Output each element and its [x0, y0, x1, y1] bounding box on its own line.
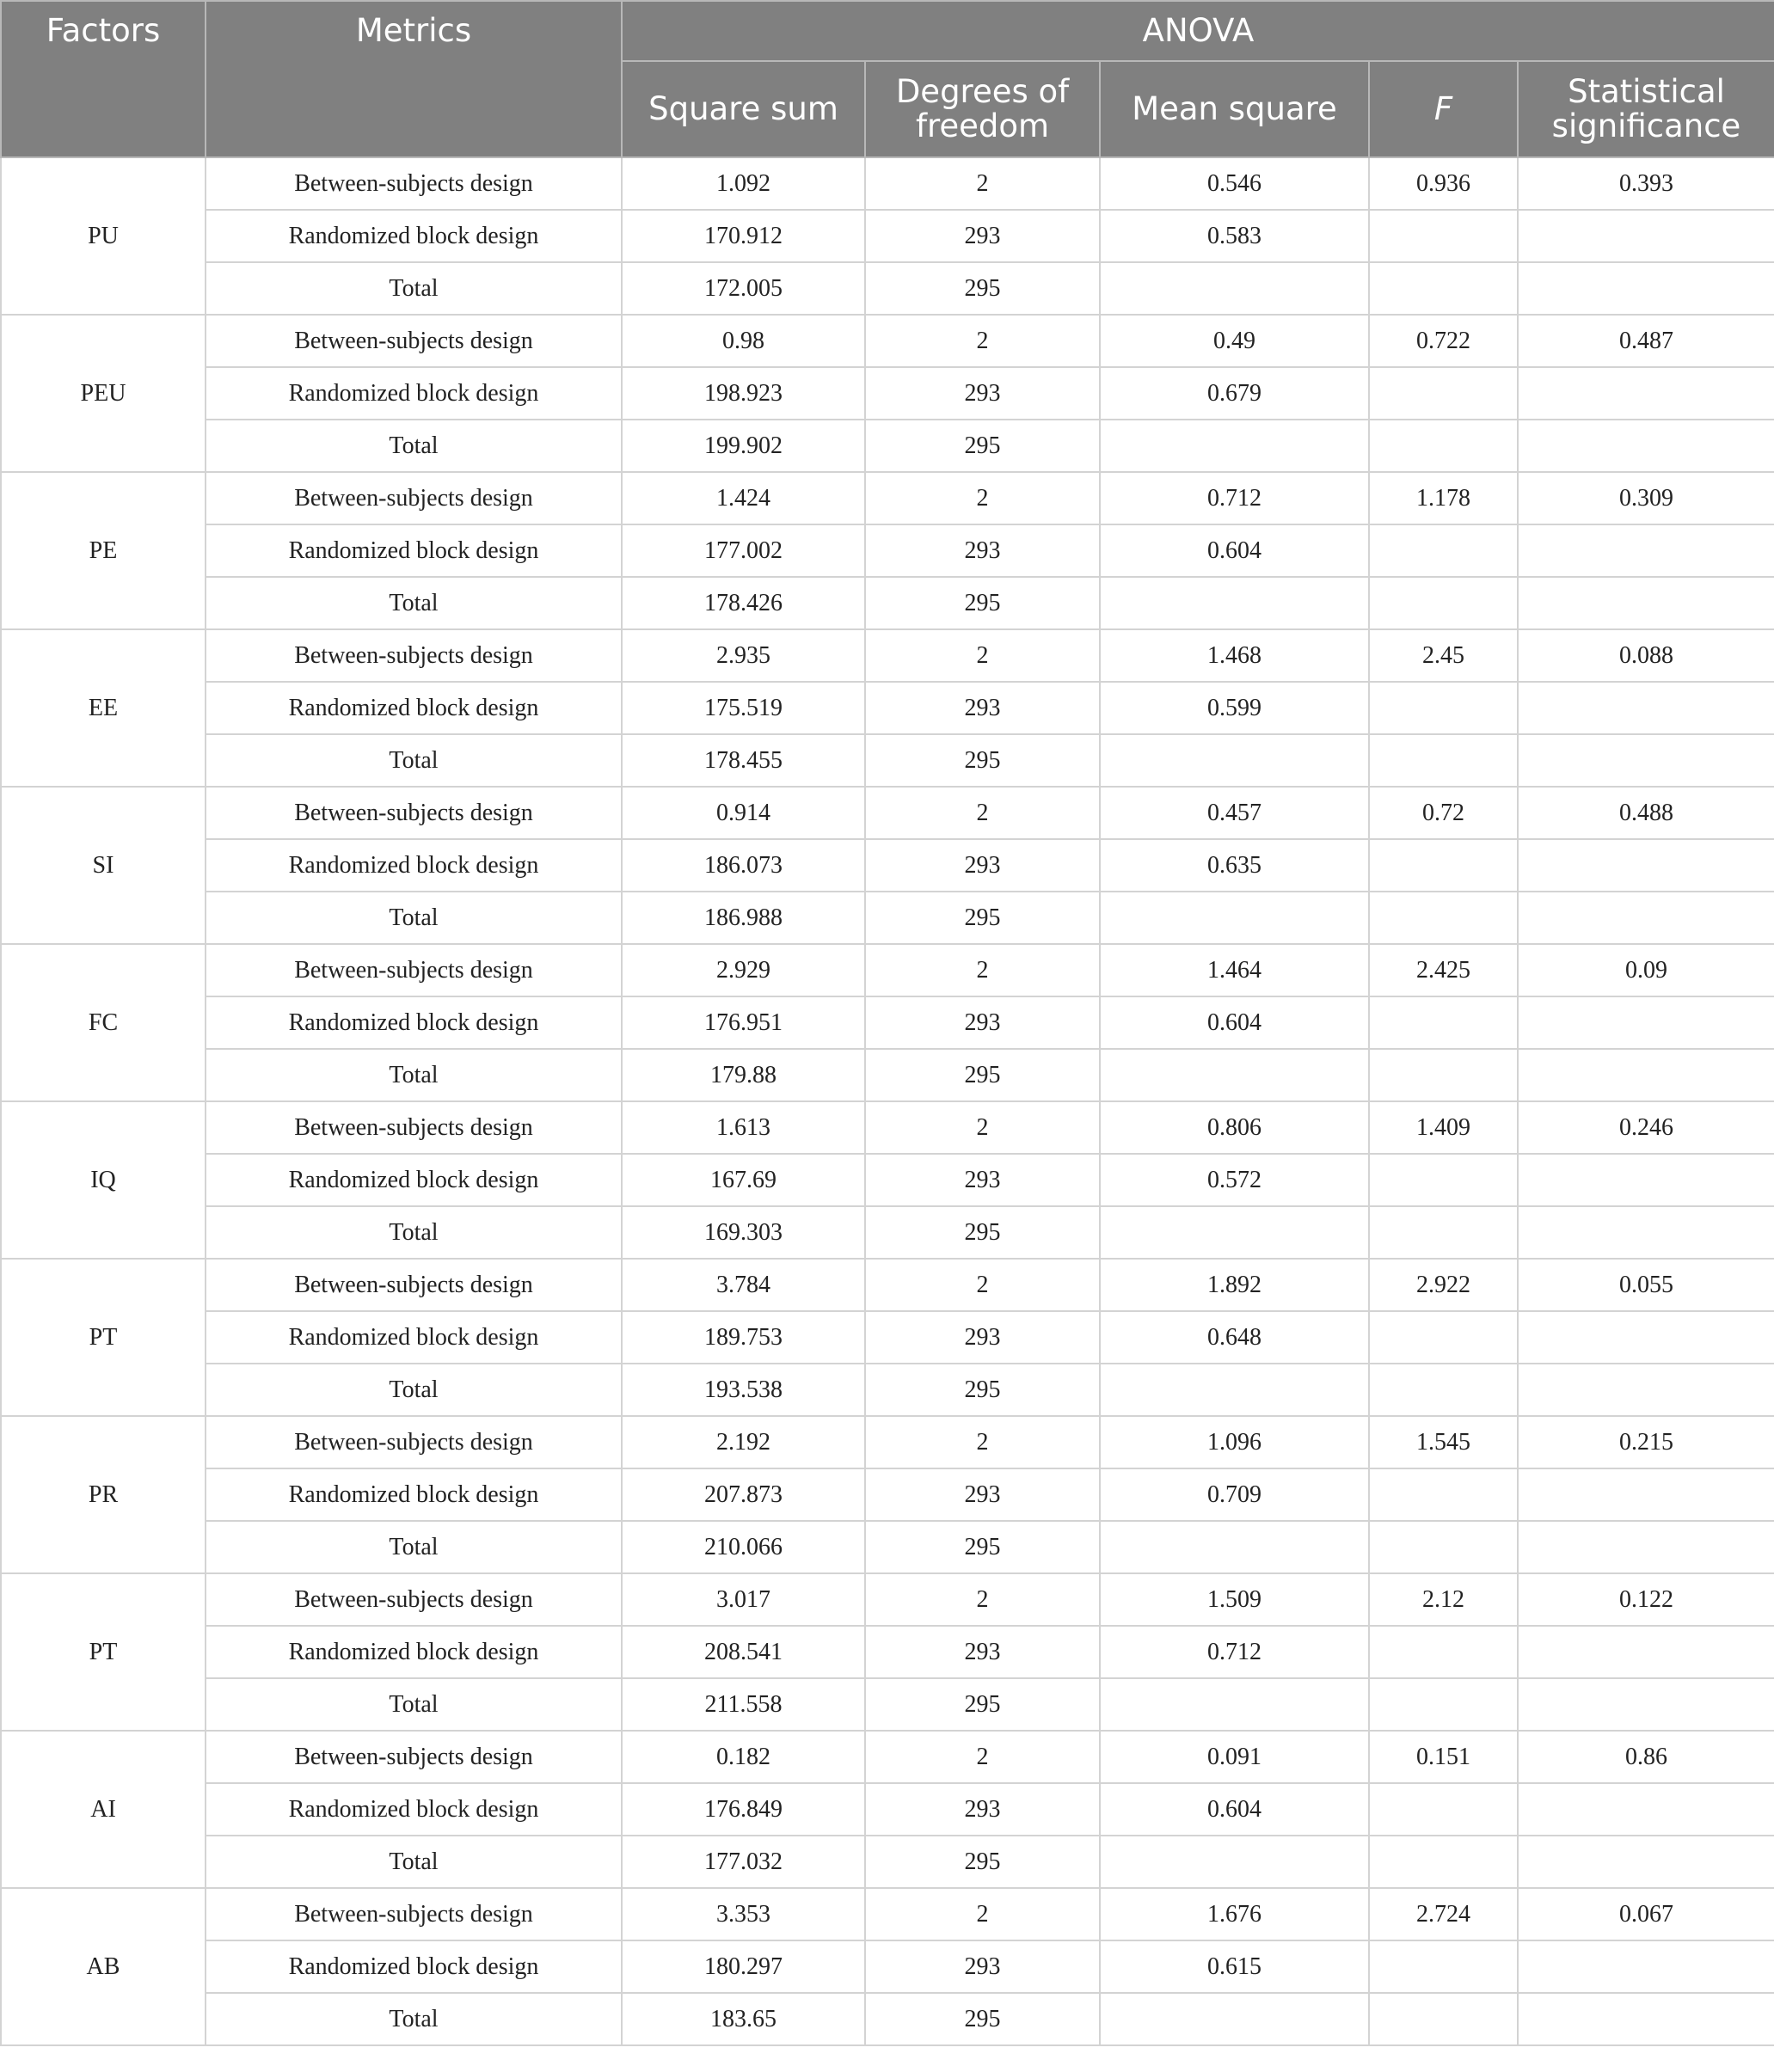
- mean-square-cell: 0.712: [1100, 472, 1369, 524]
- square-sum-cell: 210.066: [622, 1521, 865, 1573]
- factor-cell: PT: [1, 1573, 206, 1731]
- metric-cell: Randomized block design: [206, 1783, 622, 1836]
- f-value-cell: [1369, 1836, 1518, 1888]
- significance-cell: 0.088: [1518, 629, 1774, 682]
- mean-square-cell: 1.676: [1100, 1888, 1369, 1940]
- table-row: [1, 1888, 1774, 1940]
- table-row: [1, 682, 1774, 734]
- metric-cell: Total: [206, 1836, 622, 1888]
- f-value-cell: [1369, 1626, 1518, 1678]
- significance-cell: [1518, 1626, 1774, 1678]
- table-row: [1, 1416, 1774, 1468]
- square-sum-cell: 176.849: [622, 1783, 865, 1836]
- mean-square-cell: 1.509: [1100, 1573, 1369, 1626]
- significance-cell: [1518, 1521, 1774, 1573]
- mean-square-cell: [1100, 1678, 1369, 1731]
- table-row: [1, 262, 1774, 315]
- mean-square-cell: 0.49: [1100, 315, 1369, 367]
- f-value-cell: 2.45: [1369, 629, 1518, 682]
- degrees-of-freedom-cell: 295: [865, 1206, 1100, 1259]
- mean-square-cell: 0.457: [1100, 787, 1369, 839]
- table-row: [1, 944, 1774, 996]
- mean-square-cell: 0.709: [1100, 1468, 1369, 1521]
- degrees-of-freedom-cell: 2: [865, 1416, 1100, 1468]
- table-row: [1, 1311, 1774, 1364]
- degrees-of-freedom-cell: 293: [865, 524, 1100, 577]
- f-value-cell: [1369, 1206, 1518, 1259]
- square-sum-cell: 198.923: [622, 367, 865, 420]
- significance-cell: [1518, 1311, 1774, 1364]
- metric-cell: Between-subjects design: [206, 1101, 622, 1154]
- mean-square-cell: 1.468: [1100, 629, 1369, 682]
- f-value-cell: [1369, 210, 1518, 262]
- f-value-cell: [1369, 1049, 1518, 1101]
- mean-square-cell: 0.635: [1100, 839, 1369, 892]
- square-sum-cell: 199.902: [622, 420, 865, 472]
- metric-cell: Randomized block design: [206, 996, 622, 1049]
- f-value-cell: [1369, 367, 1518, 420]
- table-row: [1, 734, 1774, 787]
- square-sum-cell: 179.88: [622, 1049, 865, 1101]
- factor-cell: PE: [1, 472, 206, 629]
- significance-cell: [1518, 262, 1774, 315]
- square-sum-cell: 167.69: [622, 1154, 865, 1206]
- mean-square-cell: 0.604: [1100, 1783, 1369, 1836]
- degrees-of-freedom-cell: 2: [865, 944, 1100, 996]
- table-row: [1, 1783, 1774, 1836]
- significance-cell: [1518, 1940, 1774, 1993]
- significance-cell: 0.309: [1518, 472, 1774, 524]
- degrees-of-freedom-cell: 293: [865, 682, 1100, 734]
- metric-cell: Total: [206, 1993, 622, 2045]
- metric-cell: Between-subjects design: [206, 472, 622, 524]
- degrees-of-freedom-cell: 2: [865, 315, 1100, 367]
- significance-cell: 0.067: [1518, 1888, 1774, 1940]
- square-sum-cell: 2.192: [622, 1416, 865, 1468]
- degrees-of-freedom-cell: 295: [865, 734, 1100, 787]
- significance-cell: [1518, 1993, 1774, 2045]
- f-value-cell: [1369, 1940, 1518, 1993]
- square-sum-cell: 0.914: [622, 787, 865, 839]
- table-row: [1, 420, 1774, 472]
- f-value-cell: [1369, 420, 1518, 472]
- square-sum-cell: 176.951: [622, 996, 865, 1049]
- significance-cell: 0.215: [1518, 1416, 1774, 1468]
- table-row: [1, 157, 1774, 210]
- mean-square-cell: [1100, 1364, 1369, 1416]
- degrees-of-freedom-cell: 293: [865, 996, 1100, 1049]
- table-row: [1, 839, 1774, 892]
- f-value-cell: 0.72: [1369, 787, 1518, 839]
- table-row: [1, 577, 1774, 629]
- significance-cell: 0.86: [1518, 1731, 1774, 1783]
- factor-cell: PR: [1, 1416, 206, 1573]
- f-value-cell: [1369, 1993, 1518, 2045]
- degrees-of-freedom-cell: 2: [865, 1731, 1100, 1783]
- significance-cell: [1518, 577, 1774, 629]
- mean-square-cell: [1100, 1206, 1369, 1259]
- degrees-of-freedom-cell: 293: [865, 1311, 1100, 1364]
- header-degrees-of-freedom: Degrees of freedom: [865, 61, 1100, 157]
- degrees-of-freedom-cell: 2: [865, 157, 1100, 210]
- degrees-of-freedom-cell: 295: [865, 1678, 1100, 1731]
- degrees-of-freedom-cell: 2: [865, 1573, 1100, 1626]
- table-row: [1, 315, 1774, 367]
- header-square-sum: Square sum: [622, 61, 865, 157]
- metric-cell: Total: [206, 1364, 622, 1416]
- table-row: [1, 367, 1774, 420]
- header-metrics: Metrics: [206, 1, 622, 157]
- metric-cell: Total: [206, 1678, 622, 1731]
- metric-cell: Between-subjects design: [206, 629, 622, 682]
- mean-square-cell: 0.599: [1100, 682, 1369, 734]
- metric-cell: Total: [206, 734, 622, 787]
- table-row: [1, 1206, 1774, 1259]
- degrees-of-freedom-cell: 295: [865, 420, 1100, 472]
- f-value-cell: [1369, 524, 1518, 577]
- degrees-of-freedom-cell: 2: [865, 1888, 1100, 1940]
- table-row: [1, 210, 1774, 262]
- square-sum-cell: 1.613: [622, 1101, 865, 1154]
- mean-square-cell: 0.806: [1100, 1101, 1369, 1154]
- mean-square-cell: [1100, 420, 1369, 472]
- square-sum-cell: 169.303: [622, 1206, 865, 1259]
- degrees-of-freedom-cell: 295: [865, 1836, 1100, 1888]
- mean-square-cell: 0.546: [1100, 157, 1369, 210]
- table-row: [1, 1259, 1774, 1311]
- degrees-of-freedom-cell: 293: [865, 1626, 1100, 1678]
- table-row: [1, 1521, 1774, 1573]
- f-value-cell: 2.12: [1369, 1573, 1518, 1626]
- significance-cell: [1518, 524, 1774, 577]
- f-value-cell: [1369, 734, 1518, 787]
- metric-cell: Randomized block design: [206, 210, 622, 262]
- mean-square-cell: 0.572: [1100, 1154, 1369, 1206]
- significance-cell: 0.487: [1518, 315, 1774, 367]
- mean-square-cell: 1.464: [1100, 944, 1369, 996]
- factor-cell: PEU: [1, 315, 206, 472]
- square-sum-cell: 1.092: [622, 157, 865, 210]
- mean-square-cell: [1100, 1836, 1369, 1888]
- mean-square-cell: [1100, 577, 1369, 629]
- mean-square-cell: 0.583: [1100, 210, 1369, 262]
- significance-cell: [1518, 367, 1774, 420]
- f-value-cell: [1369, 577, 1518, 629]
- mean-square-cell: 1.096: [1100, 1416, 1369, 1468]
- significance-cell: 0.246: [1518, 1101, 1774, 1154]
- metric-cell: Between-subjects design: [206, 787, 622, 839]
- mean-square-cell: 0.648: [1100, 1311, 1369, 1364]
- metric-cell: Total: [206, 1049, 622, 1101]
- significance-cell: 0.122: [1518, 1573, 1774, 1626]
- metric-cell: Total: [206, 577, 622, 629]
- significance-cell: [1518, 1836, 1774, 1888]
- square-sum-cell: 207.873: [622, 1468, 865, 1521]
- metric-cell: Randomized block design: [206, 1468, 622, 1521]
- significance-cell: [1518, 682, 1774, 734]
- square-sum-cell: 3.353: [622, 1888, 865, 1940]
- mean-square-cell: [1100, 892, 1369, 944]
- f-value-cell: [1369, 1468, 1518, 1521]
- degrees-of-freedom-cell: 2: [865, 1259, 1100, 1311]
- square-sum-cell: 177.032: [622, 1836, 865, 1888]
- table-row: [1, 1049, 1774, 1101]
- square-sum-cell: 170.912: [622, 210, 865, 262]
- significance-cell: [1518, 996, 1774, 1049]
- square-sum-cell: 193.538: [622, 1364, 865, 1416]
- f-value-cell: [1369, 262, 1518, 315]
- table-row: [1, 787, 1774, 839]
- significance-cell: [1518, 210, 1774, 262]
- significance-cell: [1518, 1783, 1774, 1836]
- mean-square-cell: 0.679: [1100, 367, 1369, 420]
- significance-cell: 0.393: [1518, 157, 1774, 210]
- mean-square-cell: 0.712: [1100, 1626, 1369, 1678]
- square-sum-cell: 3.784: [622, 1259, 865, 1311]
- metric-cell: Between-subjects design: [206, 157, 622, 210]
- square-sum-cell: 175.519: [622, 682, 865, 734]
- degrees-of-freedom-cell: 2: [865, 472, 1100, 524]
- header-factors: Factors: [1, 1, 206, 157]
- degrees-of-freedom-cell: 293: [865, 1783, 1100, 1836]
- table-row: [1, 629, 1774, 682]
- table-row: [1, 1468, 1774, 1521]
- header-statistical-significance: Statistical significance: [1518, 61, 1774, 157]
- header-anova: ANOVA: [622, 1, 1774, 61]
- significance-cell: [1518, 1468, 1774, 1521]
- degrees-of-freedom-cell: 295: [865, 1993, 1100, 2045]
- degrees-of-freedom-cell: 293: [865, 210, 1100, 262]
- mean-square-cell: [1100, 734, 1369, 787]
- square-sum-cell: 186.073: [622, 839, 865, 892]
- significance-cell: 0.488: [1518, 787, 1774, 839]
- table-row: [1, 1101, 1774, 1154]
- degrees-of-freedom-cell: 2: [865, 629, 1100, 682]
- table-row: [1, 1940, 1774, 1993]
- metric-cell: Total: [206, 1206, 622, 1259]
- f-value-cell: 1.545: [1369, 1416, 1518, 1468]
- degrees-of-freedom-cell: 295: [865, 577, 1100, 629]
- factor-cell: SI: [1, 787, 206, 944]
- degrees-of-freedom-cell: 293: [865, 367, 1100, 420]
- table-row: [1, 472, 1774, 524]
- factor-cell: PT: [1, 1259, 206, 1416]
- mean-square-cell: [1100, 1993, 1369, 2045]
- header-f: F: [1369, 61, 1518, 157]
- f-value-cell: 0.151: [1369, 1731, 1518, 1783]
- significance-cell: [1518, 734, 1774, 787]
- factor-cell: EE: [1, 629, 206, 787]
- metric-cell: Randomized block design: [206, 524, 622, 577]
- metric-cell: Between-subjects design: [206, 315, 622, 367]
- f-value-cell: [1369, 892, 1518, 944]
- table-row: [1, 1678, 1774, 1731]
- significance-cell: [1518, 1206, 1774, 1259]
- mean-square-cell: [1100, 262, 1369, 315]
- mean-square-cell: [1100, 1521, 1369, 1573]
- square-sum-cell: 183.65: [622, 1993, 865, 2045]
- f-value-cell: 2.425: [1369, 944, 1518, 996]
- table-row: [1, 1993, 1774, 2045]
- factor-cell: AB: [1, 1888, 206, 2045]
- header-mean-square: Mean square: [1100, 61, 1369, 157]
- f-value-cell: 2.922: [1369, 1259, 1518, 1311]
- metric-cell: Between-subjects design: [206, 1888, 622, 1940]
- f-value-cell: 0.936: [1369, 157, 1518, 210]
- f-value-cell: 1.409: [1369, 1101, 1518, 1154]
- factor-cell: AI: [1, 1731, 206, 1888]
- square-sum-cell: 178.455: [622, 734, 865, 787]
- significance-cell: [1518, 1154, 1774, 1206]
- metric-cell: Randomized block design: [206, 1626, 622, 1678]
- metric-cell: Randomized block design: [206, 682, 622, 734]
- f-value-cell: [1369, 1311, 1518, 1364]
- square-sum-cell: 178.426: [622, 577, 865, 629]
- table-row: [1, 1573, 1774, 1626]
- factor-cell: PU: [1, 157, 206, 315]
- metric-cell: Total: [206, 262, 622, 315]
- metric-cell: Randomized block design: [206, 1940, 622, 1993]
- degrees-of-freedom-cell: 293: [865, 1468, 1100, 1521]
- square-sum-cell: 186.988: [622, 892, 865, 944]
- square-sum-cell: 172.005: [622, 262, 865, 315]
- table-row: [1, 1154, 1774, 1206]
- metric-cell: Randomized block design: [206, 367, 622, 420]
- metric-cell: Between-subjects design: [206, 1259, 622, 1311]
- mean-square-cell: 1.892: [1100, 1259, 1369, 1311]
- metric-cell: Between-subjects design: [206, 1416, 622, 1468]
- f-value-cell: [1369, 1154, 1518, 1206]
- square-sum-cell: 189.753: [622, 1311, 865, 1364]
- table-body: [1, 157, 1774, 2045]
- mean-square-cell: 0.615: [1100, 1940, 1369, 1993]
- table-row: [1, 1626, 1774, 1678]
- degrees-of-freedom-cell: 2: [865, 787, 1100, 839]
- table-header: [1, 1, 1774, 157]
- f-value-cell: [1369, 1678, 1518, 1731]
- factor-cell: IQ: [1, 1101, 206, 1259]
- mean-square-cell: 0.091: [1100, 1731, 1369, 1783]
- degrees-of-freedom-cell: 295: [865, 892, 1100, 944]
- significance-cell: [1518, 1364, 1774, 1416]
- significance-cell: [1518, 420, 1774, 472]
- table-row: [1, 996, 1774, 1049]
- significance-cell: 0.09: [1518, 944, 1774, 996]
- metric-cell: Randomized block design: [206, 1311, 622, 1364]
- square-sum-cell: 208.541: [622, 1626, 865, 1678]
- square-sum-cell: 180.297: [622, 1940, 865, 1993]
- table-row: [1, 1731, 1774, 1783]
- f-value-cell: 0.722: [1369, 315, 1518, 367]
- degrees-of-freedom-cell: 293: [865, 839, 1100, 892]
- degrees-of-freedom-cell: 295: [865, 1364, 1100, 1416]
- table-row: [1, 1364, 1774, 1416]
- f-value-cell: [1369, 1521, 1518, 1573]
- f-value-cell: [1369, 839, 1518, 892]
- table-row: [1, 1836, 1774, 1888]
- degrees-of-freedom-cell: 295: [865, 1521, 1100, 1573]
- f-value-cell: [1369, 1364, 1518, 1416]
- mean-square-cell: 0.604: [1100, 524, 1369, 577]
- metric-cell: Total: [206, 1521, 622, 1573]
- metric-cell: Between-subjects design: [206, 1731, 622, 1783]
- table-row: [1, 892, 1774, 944]
- square-sum-cell: 2.929: [622, 944, 865, 996]
- f-value-cell: [1369, 682, 1518, 734]
- square-sum-cell: 177.002: [622, 524, 865, 577]
- metric-cell: Randomized block design: [206, 839, 622, 892]
- significance-cell: [1518, 1049, 1774, 1101]
- significance-cell: [1518, 1678, 1774, 1731]
- f-value-cell: 2.724: [1369, 1888, 1518, 1940]
- mean-square-cell: 0.604: [1100, 996, 1369, 1049]
- square-sum-cell: 2.935: [622, 629, 865, 682]
- metric-cell: Total: [206, 892, 622, 944]
- mean-square-cell: [1100, 1049, 1369, 1101]
- f-value-cell: 1.178: [1369, 472, 1518, 524]
- degrees-of-freedom-cell: 2: [865, 1101, 1100, 1154]
- metric-cell: Between-subjects design: [206, 1573, 622, 1626]
- square-sum-cell: 211.558: [622, 1678, 865, 1731]
- f-value-cell: [1369, 1783, 1518, 1836]
- metric-cell: Randomized block design: [206, 1154, 622, 1206]
- square-sum-cell: 0.182: [622, 1731, 865, 1783]
- degrees-of-freedom-cell: 295: [865, 262, 1100, 315]
- f-value-cell: [1369, 996, 1518, 1049]
- degrees-of-freedom-cell: 293: [865, 1940, 1100, 1993]
- square-sum-cell: 0.98: [622, 315, 865, 367]
- square-sum-cell: 1.424: [622, 472, 865, 524]
- degrees-of-freedom-cell: 293: [865, 1154, 1100, 1206]
- metric-cell: Between-subjects design: [206, 944, 622, 996]
- metric-cell: Total: [206, 420, 622, 472]
- significance-cell: [1518, 892, 1774, 944]
- significance-cell: [1518, 839, 1774, 892]
- square-sum-cell: 3.017: [622, 1573, 865, 1626]
- table-row: [1, 524, 1774, 577]
- factor-cell: FC: [1, 944, 206, 1101]
- significance-cell: 0.055: [1518, 1259, 1774, 1311]
- degrees-of-freedom-cell: 295: [865, 1049, 1100, 1101]
